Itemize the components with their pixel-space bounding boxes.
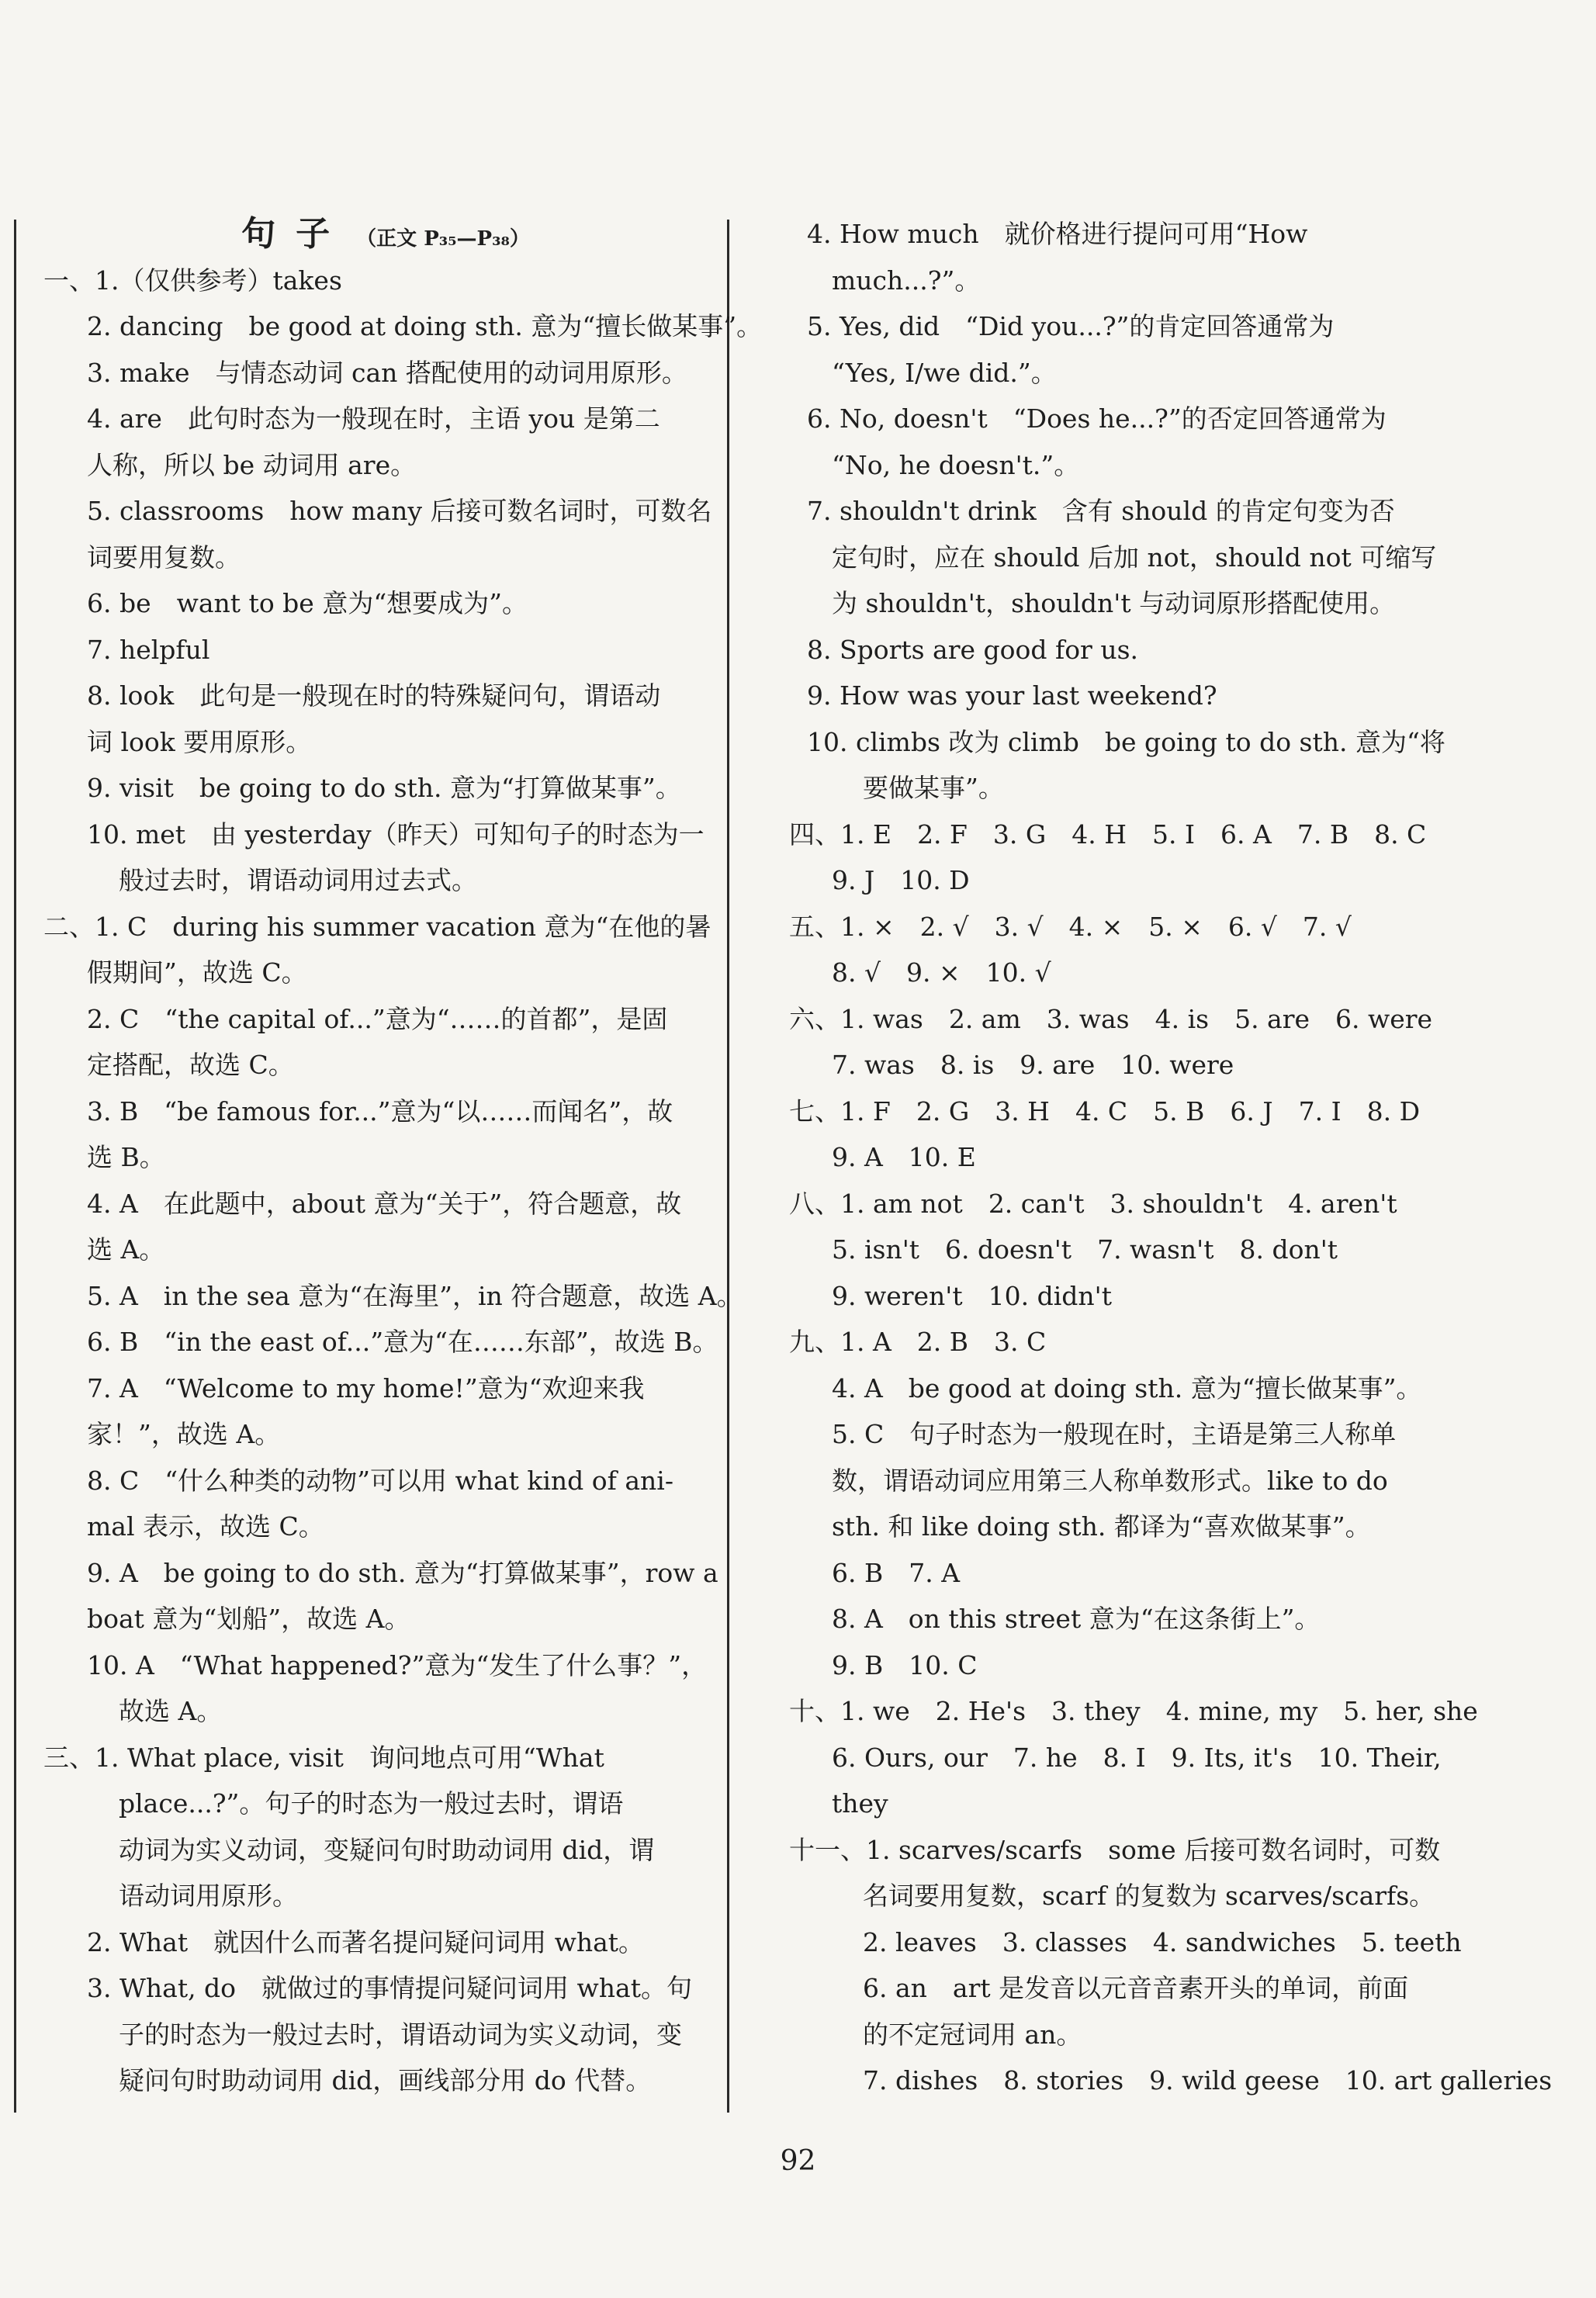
left-margin-rule — [14, 220, 16, 2113]
answer-line: 选 B。 — [87, 1142, 165, 1172]
answer-line: 假期间”，故选 C。 — [87, 957, 307, 988]
answer-line: 一、1.（仅供参考）takes — [43, 265, 342, 296]
answer-line: 词 look 要用原形。 — [87, 726, 312, 757]
answer-line: 数，谓语动词应用第三人称单数形式。like to do — [832, 1465, 1388, 1496]
page-number: 92 — [780, 2145, 816, 2177]
answer-line: 8. A on this street 意为“在这条街上”。 — [832, 1604, 1321, 1634]
right-column — [789, 211, 1553, 2104]
answer-line: 2. dancing be good at doing sth. 意为“擅长做某事”。 — [87, 311, 763, 341]
answer-line: 5. C 句子时态为一般现在时，主语是第三人称单 — [832, 1419, 1397, 1449]
left-answer-list — [43, 258, 763, 2104]
answer-line: 十、1. we 2. He's 3. they 4. mine, my 5. her, she — [789, 1696, 1478, 1726]
answer-line: 3. B “be famous for...”意为“以……而闻名”，故 — [87, 1095, 673, 1127]
answer-line: 语动词用原形。 — [119, 1881, 298, 1911]
answer-line: 9. J 10. D — [832, 865, 970, 895]
answer-line: 6. an art 是发音以元音音素开头的单词，前面 — [863, 1973, 1409, 2003]
answer-line: 6. B 7. A — [832, 1557, 961, 1588]
answer-line: 家！”，故选 A。 — [87, 1419, 281, 1449]
answer-line: 7. dishes 8. stories 9. wild geese 10. art galleries — [863, 2065, 1553, 2096]
answer-line: 9. B 10. C — [832, 1649, 978, 1680]
answer-line: they — [832, 1788, 888, 1819]
answer-line: 六、1. was 2. am 3. was 4. is 5. are 6. were — [789, 1003, 1433, 1034]
answer-line: “Yes, I/we did.”。 — [832, 357, 1057, 388]
answer-line: 疑问句时助动词用 did，画线部分用 do 代替。 — [119, 2065, 652, 2096]
answer-line: 9. visit be going to do sth. 意为“打算做某事”。 — [87, 773, 681, 803]
answer-line: 定搭配，故选 C。 — [87, 1050, 294, 1080]
answer-line: 的不定冠词用 an。 — [863, 2019, 1082, 2050]
answer-line: “No, he doesn't.”。 — [832, 449, 1080, 480]
answer-line: 5. A in the sea 意为“在海里”，in 符合题意，故选 A。 — [87, 1280, 743, 1311]
answer-line: 7. helpful — [87, 634, 210, 665]
answer-line: 6. No, doesn't “Does he...?”的否定回答通常为 — [807, 403, 1387, 434]
answer-line: 2. leaves 3. classes 4. sandwiches 5. teeth — [863, 1926, 1462, 1957]
answer-line: 2. C “the capital of...”意为“……的首都”，是固 — [87, 1003, 668, 1034]
title-page-ref: （正文 P₃₅—P₃₈） — [356, 227, 530, 251]
answer-line: 八、1. am not 2. can't 3. shouldn't 4. aren't — [789, 1188, 1397, 1219]
answer-line: 8. Sports are good for us. — [807, 634, 1139, 665]
answer-line: 7. was 8. is 9. are 10. were — [832, 1050, 1234, 1080]
answer-line: 4. are 此句时态为一般现在时，主语 you 是第二 — [87, 403, 660, 434]
answer-line: 9. A 10. E — [832, 1142, 976, 1172]
answer-line: 选 A。 — [87, 1234, 165, 1265]
answer-line: 二、1. C during his summer vacation 意为“在他的暑 — [43, 911, 711, 942]
answer-line: 8. C “什么种类的动物”可以用 what kind of ani- — [87, 1465, 674, 1496]
answer-line: 5. classrooms how many 后接可数名词时，可数名 — [87, 496, 712, 526]
answer-line: 5. Yes, did “Did you...?”的肯定回答通常为 — [807, 311, 1335, 341]
answer-line: sth. 和 like doing sth. 都译为“喜欢做某事”。 — [832, 1511, 1371, 1542]
column-divider-rule — [727, 220, 729, 2113]
answer-line: 4. A 在此题中，about 意为“关于”，符合题意，故 — [87, 1188, 682, 1219]
right-answer-list — [789, 211, 1553, 2104]
answer-line: 10. A “What happened?”意为“发生了什么事？”， — [87, 1649, 708, 1680]
answer-line: 3. What, do 就做过的事情提问疑问词用 what。句 — [87, 1973, 692, 2003]
answer-line: 9. weren't 10. didn't — [832, 1280, 1113, 1311]
answer-line: place...?”。句子的时态为一般过去时，谓语 — [119, 1788, 624, 1819]
answer-line: 10. met 由 yesterday（昨天）可知句子的时态为一 — [87, 818, 705, 850]
title-main: 句子 — [241, 214, 351, 254]
answer-line: 三、1. What place, visit 询问地点可用“What — [43, 1742, 604, 1773]
left-column — [43, 211, 763, 2104]
answer-line: 8. √ 9. × 10. √ — [832, 957, 1051, 988]
answer-line: 故选 A。 — [119, 1696, 223, 1726]
answer-line: 4. How much 就价格进行提问可用“How — [807, 219, 1308, 249]
answer-line: 为 shouldn't，shouldn't 与动词原形搭配使用。 — [832, 588, 1396, 618]
answer-line: 要做某事”。 — [863, 773, 1004, 803]
answer-line: 9. A be going to do sth. 意为“打算做某事”，row a — [87, 1557, 718, 1588]
answer-line: 动词为实义动词，变疑问句时助动词用 did，谓 — [119, 1834, 655, 1865]
answer-line: 6. be want to be 意为“想要成为”。 — [87, 588, 528, 618]
answer-line: 7. A “Welcome to my home!”意为“欢迎来我 — [87, 1372, 645, 1403]
answer-line: 2. What 就因什么而著名提问疑问词用 what。 — [87, 1926, 645, 1957]
answer-line: 词要用复数。 — [87, 542, 241, 573]
answer-line: mal 表示，故选 C。 — [87, 1511, 324, 1542]
answer-line: 定句时，应在 should 后加 not，should not 可缩写 — [832, 542, 1437, 573]
answer-line: boat 意为“划船”，故选 A。 — [87, 1604, 410, 1634]
answer-line: 3. make 与情态动词 can 搭配使用的动词用原形。 — [87, 357, 687, 388]
answer-line: 4. A be good at doing sth. 意为“擅长做某事”。 — [832, 1372, 1422, 1403]
answer-line: 十一、1. scarves/scarfs some 后接可数名词时，可数 — [789, 1834, 1441, 1865]
section-title — [43, 211, 697, 258]
answer-line: 9. How was your last weekend? — [807, 680, 1217, 711]
answer-line: 五、1. × 2. √ 3. √ 4. × 5. × 6. √ 7. √ — [789, 911, 1352, 942]
answer-line: 四、1. E 2. F 3. G 4. H 5. I 6. A 7. B 8. C — [789, 818, 1427, 850]
answer-line: 九、1. A 2. B 3. C — [789, 1327, 1047, 1357]
answer-line: 子的时态为一般过去时，谓语动词为实义动词，变 — [119, 2019, 682, 2050]
answer-line: 6. B “in the east of...”意为“在……东部”，故选 B。 — [87, 1327, 718, 1357]
answer-line: 般过去时，谓语动词用过去式。 — [119, 865, 477, 895]
answer-line: 人称，所以 be 动词用 are。 — [87, 449, 417, 480]
answer-line: 10. climbs 改为 climb be going to do sth. 意为“将 — [807, 726, 1445, 757]
answer-line: 5. isn't 6. doesn't 7. wasn't 8. don't — [832, 1234, 1338, 1265]
answer-line: 名词要用复数，scarf 的复数为 scarves/scarfs。 — [863, 1881, 1435, 1911]
answer-line: 七、1. F 2. G 3. H 4. C 5. B 6. J 7. I 8. D — [789, 1095, 1421, 1127]
answer-line: 8. look 此句是一般现在时的特殊疑问句，谓语动 — [87, 680, 661, 711]
answer-line: much...?”。 — [832, 265, 981, 296]
answer-line: 6. Ours, our 7. he 8. I 9. Its, it's 10. Their, — [832, 1742, 1442, 1773]
answer-line: 7. shouldn't drink 含有 should 的肯定句变为否 — [807, 496, 1395, 526]
